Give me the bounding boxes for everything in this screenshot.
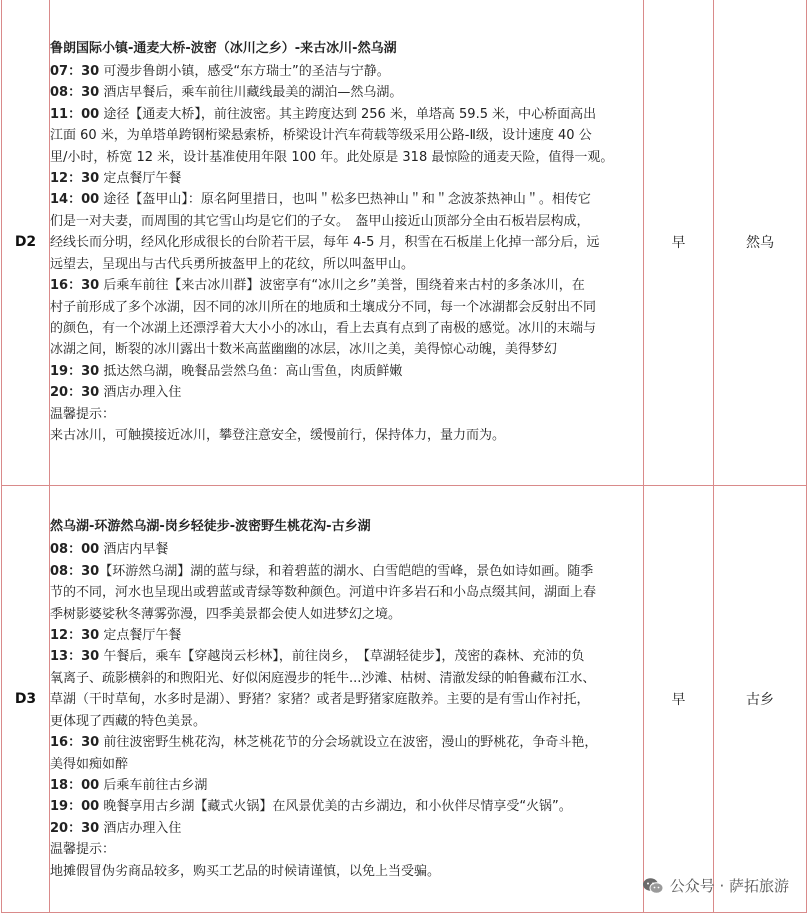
day-description [50, 486, 644, 913]
schedule-text: 途径【盔甲山】：原名阿里措日，也叫＂松多巴热神山＂和＂念波茶热神山＂。相传它 [99, 192, 591, 208]
schedule-line [50, 104, 643, 125]
schedule-line [50, 318, 643, 339]
schedule-line [50, 147, 643, 168]
day-description [50, 0, 644, 486]
schedule-text: 晚餐享用古乡湖【藏式火锅】在风景优美的古乡湖边，和小伙伴尽情享受“火锅”。 [99, 799, 572, 815]
schedule-text: 酒店早餐后，乘车前往川藏线最美的湖泊—然乌湖。 [99, 85, 403, 101]
schedule-line [50, 711, 643, 732]
watermark [642, 875, 789, 896]
schedule-time: 14：00 [50, 192, 100, 208]
schedule-text: 温馨提示： [50, 842, 116, 858]
schedule-text: 地摊假冒伪劣商品较多，购买工艺品的时候请谨慎，以免上当受骗。 [50, 863, 441, 879]
schedule-text: 远望去，呈现出与古代兵勇所披盔甲上的花纹，所以叫盔甲山。 [50, 256, 415, 272]
schedule-line [50, 775, 643, 796]
schedule-line [50, 818, 643, 839]
schedule-time: 08：30 [50, 85, 100, 101]
schedule-line [50, 668, 643, 689]
day-label: D3 [2, 486, 50, 913]
schedule-time: 19：30 [50, 363, 100, 379]
schedule-line [50, 796, 643, 817]
schedule-text: 季树影婆娑秋冬薄雾弥漫，四季美景都会使人如进梦幻之境。 [50, 606, 402, 622]
schedule-text: 的颜色，有一个冰湖上还漂浮着大大小小的冰山，看上去真有点到了南极的感觉。冰川的末端与 [50, 320, 597, 336]
schedule-line [50, 646, 643, 667]
schedule-line [50, 297, 643, 318]
schedule-text: 经线长而分明，经风化形成很长的台阶若干层，每年 4-5 月，积雪在石板崖上化掉一部分后，远 [50, 235, 600, 251]
schedule-text: 酒店办理入住 [99, 385, 182, 401]
schedule-text: 前往波密野生桃花沟，林芝桃花节的分会场就设立在波密，漫山的野桃花，争奇斗艳， [99, 735, 598, 751]
schedule-time: 12：30 [50, 171, 100, 187]
schedule-time: 19：00 [50, 799, 100, 815]
schedule-line [50, 382, 643, 403]
watermark-text: 公众号 · 萨拓旅游 [669, 877, 789, 895]
schedule-time: 12：30 [50, 628, 100, 644]
meal-cell: 早 [644, 486, 714, 913]
schedule-text: 里/小时，桥宽 12 米，设计基准使用年限 100 年。此处原是 318 最惊险的通麦天险，值得一观。 [50, 149, 614, 165]
schedule-text: 可漫步鲁朗小镇，感受“东方瑞士”的圣洁与宁静。 [99, 64, 390, 80]
wechat-icon [642, 877, 664, 895]
schedule-line [50, 125, 643, 146]
schedule-line [50, 339, 643, 360]
hotel-cell: 然乌 [714, 0, 807, 486]
schedule-line [50, 582, 643, 603]
schedule-text: 定点餐厅午餐 [99, 628, 182, 644]
schedule-line [50, 732, 643, 753]
schedule-line [50, 168, 643, 189]
schedule-line [50, 61, 643, 82]
schedule-text: 更体现了西藏的特色美景。 [50, 713, 207, 729]
schedule-text: 酒店内早餐 [99, 542, 169, 558]
schedule-time: 18：00 [50, 777, 100, 793]
schedule-line [50, 689, 643, 710]
day-title: 鲁朗国际小镇-通麦大桥-波密（冰川之乡）-来古冰川-然乌湖 [50, 40, 397, 56]
schedule-text: 抵达然乌湖，晚餐品尝然乌鱼：高山雪鱼，肉质鲜嫩 [99, 363, 403, 379]
schedule-time: 13：30 [50, 649, 100, 665]
schedule-text: 美得如痴如醉 [50, 756, 129, 772]
schedule-text: 们是一对夫妻，而周围的其它雪山均是它们的子女。 盔甲山接近山顶部分全由石板岩层构成， [50, 213, 590, 229]
schedule-lines [50, 539, 643, 882]
meal-cell: 早 [644, 0, 714, 486]
schedule-line [50, 232, 643, 253]
schedule-text: 后乘车前往【来古冰川群】波密享有“冰川之乡”美誉，围绕着来古村的多条冰川，在 [99, 278, 585, 294]
schedule-text: 酒店办理入住 [99, 820, 182, 836]
schedule-text: 草湖（干时草甸，水多时是湖）、野猪？家猪？或者是野猪家庭散养。主要的是有雪山作衬托， [50, 692, 590, 708]
schedule-lines [50, 61, 643, 446]
schedule-text: 途径【通麦大桥】，前往波密。其主跨度达到 256 米，单塔高 59.5 米，中心桥面高出 [99, 106, 597, 122]
schedule-line [50, 625, 643, 646]
schedule-line [50, 754, 643, 775]
schedule-text: 温馨提示： [50, 406, 116, 422]
itinerary-row-d3 [2, 486, 807, 913]
schedule-text: 午餐后，乘车【穿越岗云杉林】，前往岗乡， 【草湖轻徒步】，茂密的森林、充沛的负 [99, 649, 585, 665]
schedule-text: 定点餐厅午餐 [99, 171, 182, 187]
itinerary-table [1, 0, 807, 913]
schedule-time: 08：30 [50, 563, 100, 579]
schedule-line [50, 539, 643, 560]
schedule-line [50, 561, 643, 582]
schedule-line [50, 254, 643, 275]
schedule-time: 20：30 [50, 820, 100, 836]
day-title: 然乌湖-环游然乌湖-岗乡轻徒步-波密野生桃花沟-古乡湖 [50, 519, 371, 535]
schedule-text: 后乘车前往古乡湖 [99, 777, 208, 793]
schedule-text: 节的不同，河水也呈现出或碧蓝或青绿等数种颜色。河道中许多岩石和小岛点缀其间，湖面上春 [50, 585, 597, 601]
schedule-line [50, 425, 643, 446]
schedule-text: 冰湖之间，断裂的冰川露出十数米高蓝幽幽的冰层，冰川之美，美得惊心动魄，美得梦幻 [50, 342, 558, 358]
schedule-time: 16：30 [50, 278, 100, 294]
schedule-line [50, 275, 643, 296]
schedule-line [50, 82, 643, 103]
schedule-line [50, 211, 643, 232]
schedule-time: 11：00 [50, 106, 100, 122]
schedule-text: 氧离子、疏影横斜的和煦阳光、好似闲庭漫步的牦牛...沙滩、枯树、清澈发绿的帕鲁藏布江水、 [50, 670, 596, 686]
schedule-time: 08：00 [50, 542, 100, 558]
schedule-text: 来古冰川，可触摸接近冰川，攀登注意安全，缓慢前行，保持体力，量力而为。 [50, 427, 506, 443]
schedule-time: 20：30 [50, 385, 100, 401]
itinerary-row-d2 [2, 0, 807, 486]
schedule-line [50, 861, 643, 882]
hotel-cell: 古乡 [714, 486, 807, 913]
schedule-line [50, 604, 643, 625]
day-label: D2 [2, 0, 50, 486]
schedule-time: 07：30 [50, 64, 100, 80]
schedule-text: 【环游然乌湖】湖的蓝与绿，和着碧蓝的湖水、白雪皑皑的雪峰，景色如诗如画。随季 [99, 563, 594, 579]
schedule-line [50, 189, 643, 210]
schedule-line [50, 839, 643, 860]
schedule-text: 江面 60 米，为单塔单跨钢桁梁悬索桥，桥梁设计汽车荷载等级采用公路-Ⅱ级，设计速度 40 公 [50, 128, 592, 144]
schedule-line [50, 404, 643, 425]
schedule-text: 村子前形成了多个冰湖，因不同的冰川所在的地质和土壤成分不同，每一个冰湖都会反射出不同 [50, 299, 597, 315]
schedule-line [50, 361, 643, 382]
schedule-time: 16：30 [50, 735, 100, 751]
